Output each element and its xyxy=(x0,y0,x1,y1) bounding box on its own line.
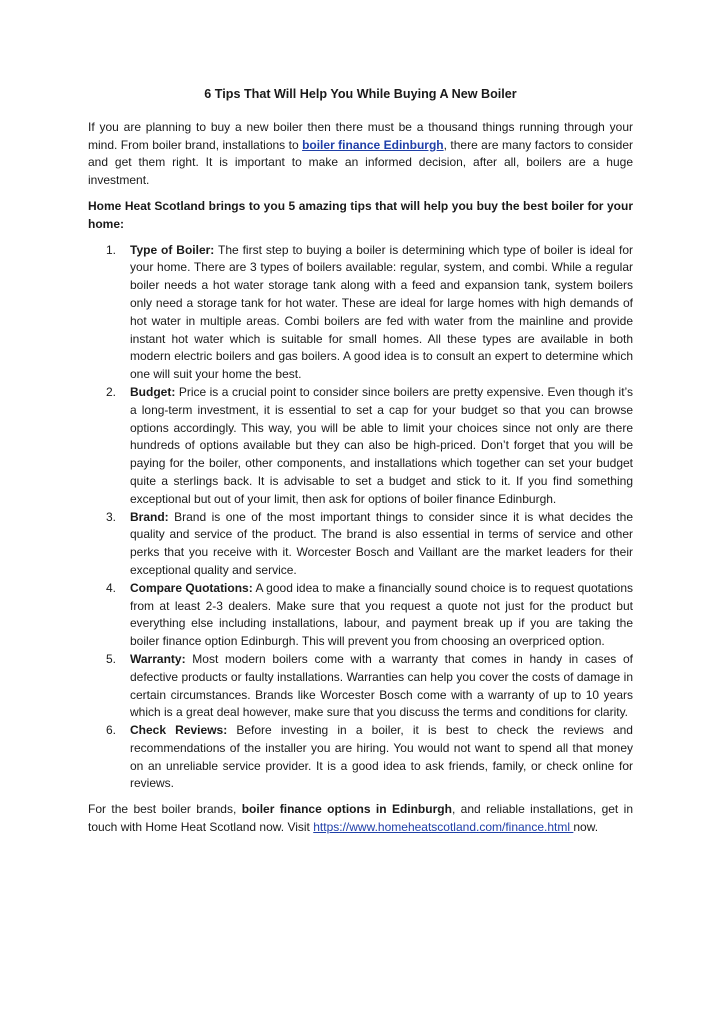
tips-subheading: Home Heat Scotland brings to you 5 amazing tips that will help you buy the best boiler for your home: xyxy=(88,198,633,231)
closing-paragraph xyxy=(88,801,633,837)
closing-text-start: For the best boiler brands, xyxy=(88,802,242,817)
intro-text-start: If you are planning to buy a new boiler then there must be a thousand things running through your mind. From boiler brand, installations to xyxy=(88,119,633,152)
tip-text: Before investing in a boiler, it is best to check the reviews and recommendations of the installer you are hiring. You would not want to spend all that money on an unreliable service provider. It is a good idea to ask friends, family, or check online for reviews. xyxy=(130,723,633,791)
list-item xyxy=(88,384,633,509)
tip-lead: Type of Boiler: xyxy=(130,242,215,257)
list-item xyxy=(88,242,633,384)
tip-number: 4. xyxy=(106,580,117,595)
closing-text-middle: , and reliable installations, get in touch with Home Heat Scotland now. Visit xyxy=(88,802,633,835)
tips-list xyxy=(88,242,633,794)
finance-url-link[interactable]: https://www.homeheatscotland.com/finance.html xyxy=(313,820,574,835)
tip-number: 2. xyxy=(106,384,117,399)
boiler-finance-link[interactable]: boiler finance Edinburgh xyxy=(302,137,444,152)
tip-text: Brand is one of the most important things to consider since it is what decides the quality and service of the product. The brand is also essential in terms of service and other perks that you receive with it. Worcester Bosch and Vaillant are the market leaders for their exceptional quality and service. xyxy=(130,509,633,577)
tip-text: Price is a crucial point to consider since boilers are pretty expensive. Even though it’s a long-term investment, it is essential to set a cap for your budget so that you can browse options accordingly. This way, you will be able to limit your choices since not only are there hundreds of options available but they can also be high-priced. Don’t forget that you will be paying for the boiler, other components, and installations which together can set your budget quite a sterlings back. It is advisable to set a budget and stick to it. If you find something exceptional but out of your limit, then ask for options of boiler finance Edinburgh. xyxy=(130,384,633,506)
list-item xyxy=(88,651,633,722)
list-item xyxy=(88,509,633,580)
tip-text: Most modern boilers come with a warranty that comes in handy in cases of defective products or faulty installations. Warranties can help you cover the costs of damage in certain circumstances. Brands like Worcester Bosch come with a warranty of up to 10 years which is a great deal however, make sure that you discuss the terms and conditions for clarity. xyxy=(130,651,633,720)
tip-number: 5. xyxy=(106,651,117,666)
tip-number: 1. xyxy=(106,242,117,257)
document-title: 6 Tips That Will Help You While Buying A New Boiler xyxy=(204,87,517,101)
intro-text-end: , there are many factors to consider and get them right. It is important to make an informed decision, after all, boilers are a huge investment. xyxy=(88,137,634,188)
intro-paragraph xyxy=(88,119,633,190)
closing-bold-text: boiler finance options in Edinburgh xyxy=(241,802,452,817)
list-item xyxy=(88,722,633,793)
tip-lead: Compare Quotations: xyxy=(130,580,253,595)
tip-lead: Brand: xyxy=(130,509,169,524)
tip-lead: Check Reviews: xyxy=(130,723,228,738)
closing-text-end: now. xyxy=(573,820,599,835)
tip-number: 6. xyxy=(106,723,117,738)
document-body xyxy=(88,86,633,845)
list-item xyxy=(88,580,633,651)
tip-number: 3. xyxy=(106,509,117,524)
tip-lead: Budget: xyxy=(130,384,176,399)
tip-text: A good idea to make a financially sound choice is to request quotations from at least 2-3 dealers. Make sure that you request a quote not just for the product but everything else including installations, labour, and payment break up if you are taking the boiler finance option Edinburgh. This will prevent you from choosing an overpriced option. xyxy=(130,580,633,649)
tip-text: The first step to buying a boiler is determining which type of boiler is ideal for your home. There are 3 types of boilers available: regular, system, and combi. While a regular boiler needs a hot water storage tank along with a feed and expansion tank, system boilers only need a storage tank for hot water. These are ideal for large homes with high demands of hot water in multiple areas. Combi boilers are fed with water from the mainline and provide instant hot water which is suitable for small homes. All these types are available in both modern electric boilers and gas boilers. A good idea is to consult an expert to determine which one will suit your home the best. xyxy=(130,242,633,382)
tip-lead: Warranty: xyxy=(130,651,186,666)
